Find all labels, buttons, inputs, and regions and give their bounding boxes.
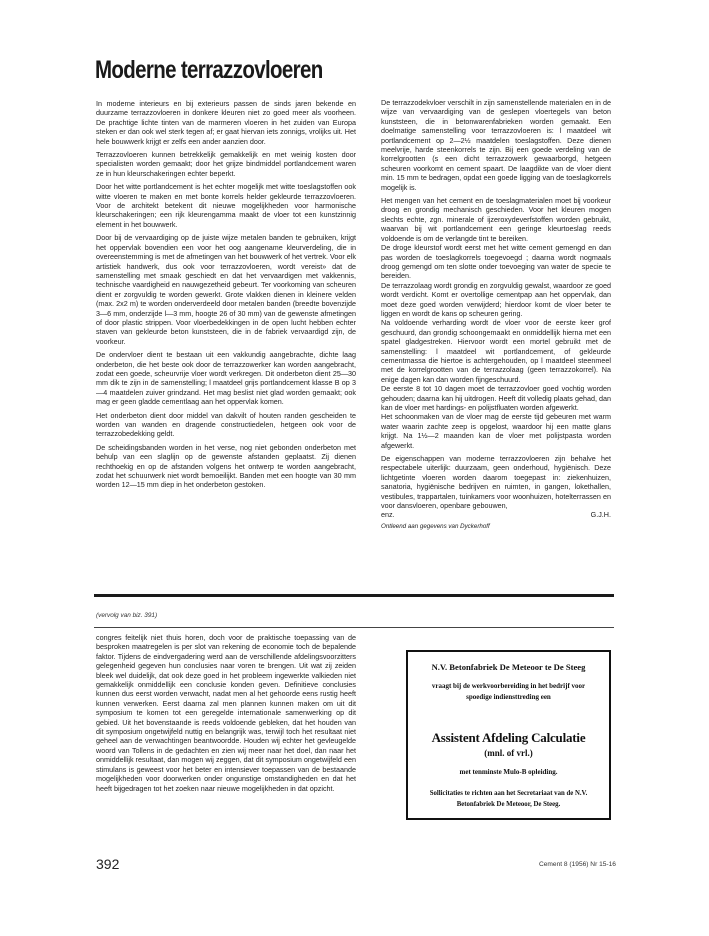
paragraph: Het onderbeton dient door middel van dakvilt of houten randen gescheiden te worden van wanden en dragende constructiedelen, hetgeen ook voor de terrazzobedekking geldt.	[96, 410, 356, 439]
ad-requirement: met tenminste Mulo-B opleiding.	[459, 768, 558, 776]
paragraph: In moderne interieurs en bij exterieurs passen de sinds jaren bekende en duurzame terrazzovloeren in donkere kleuren niet zo goed meer als voorheen. De prachtige lichte tinten van de marmeren vloeren in het zuiden van Europa steken er dan ook wel sterk tegen af; er gaat hiervan iets zonnigs, vrolijks uit. Het hele bouwwerk krijgt er zelfs een ander aanzien door.	[96, 99, 356, 146]
enz-text: enz.	[381, 510, 395, 520]
thin-divider	[94, 627, 614, 628]
article-title: Moderne terrazzovloeren	[95, 56, 323, 84]
left-column	[96, 99, 356, 569]
paragraph: Door bij de vervaardiging op de juiste wijze metalen banden te gebruiken, krijgt het oppervlak bovendien een voor het oog aangename kleurverdeling, die in overeenstemming is met de afmetingen van het bouwwerk of het vertrek. Voor elk artistiek handwerk, dus ook voor terrazzovloeren, wordt vereist» dat de samenstelling met smaak geschiedt en dat het vervaardigen met vakkennis, technische vaardigheid en nauwgezetheid gebeurt. Ter voorkoming van scheuren dient er zorgvuldig te worden gewerkt. Grote vlakken dienen in kleinere velden (max. 2x2 m) te worden onderverdeeld door metalen banden (breedte bovenzijde 3—6 mm, onderzijde l—3 mm, hoogte 26 of 30 mm) van de gewenste afmetingen of door plastic strippen. Voor vloerbedekkingen in de open lucht hebben echter staven van gekleurde beton kunststeen, die in de fabriek vervaardigd zijn, de voorkeur.	[96, 233, 356, 346]
author-initials: G.J.H.	[590, 510, 611, 520]
paragraph: Het schoonmaken van de vloer mag de eerste tijd gebeuren met warm water waarin zachte zeep is opgelost, waardoor hij een matte glans krijgt. Na 1½—2 maanden kan de vloer met polijstpasta worden afgewerkt.	[381, 412, 611, 450]
ad-job-title: Assistent Afdeling Calculatie	[431, 730, 586, 745]
paragraph: De terrazzolaag wordt grondig en zorgvuldig gewalst, waardoor ze goed wordt verdicht. Komt er overtollige cementpap aan het oppervlak, dan moet deze goed worden verwijderd; hierdoor komt de vloer beter te liggen en wordt de kans op scheuren gering.	[381, 280, 611, 318]
paragraph: De ondervloer dient te bestaan uit een vakkundig aangebrachte, dichte laag onderbeton, die het beste ook door de terrazzowerker kan worden aangebracht, zodat een goede, scheurvrije vloer wordt verkregen. Dit onderbeton dient 25—30 mm dik te zijn in de samenstelling; l maatdeel grijs portlandcement klasse B op 3—4 maatdelen zuiver grindzand. Het mag beslist niet glad worden gemaakt; ook mag er geen gladde cementlaag aan het oppervlak komen.	[96, 350, 356, 407]
right-column	[381, 98, 611, 568]
continuation-label: (vervolg van biz. 391)	[96, 612, 158, 619]
paragraph: congres feitelijk niet thuis horen, doch voor de praktische toepassing van de besproken maatregelen is per slot van rekening de economie toch de bepalende faktor. Tijdens de eindvergadering werd aan de verschillende afdelingsvoorzitters gelegenheid gegeven hun conclusies naar voren te brengen. Uit wat zij zeiden bleek wel duidelijk, dat ook deze goed in het probleem ingewerkte valkieden niet gemakkelijk onmiddellijk een conclusie konden geven. Definitieve conclusies kunnen dus eerst worden verwacht, nadat men al het gehoorde eens rustig heeft kunnen verwerken. Eerst daarna zal men plannen kunnen maken om uit dit symposium te komen tot een geregelde internationale samenwerking op dit gebied. Uit het bovenstaande is reeds voldoende gebleken, dat het houden van dit symposium ongetwijfeld nuttig en belangrijk was, terwijl toch het resultaat niet geheel aan de verwachtingen beantwoordde. Houden wij echter het gevleugelde woord van Tollens in de gedachten en zien wij meer naar het doel, dan naar het onmiddellijk resultaat, dan mogen wij zeggen, dat dit symposium ongetwijfeld een stimulans is geweest voor het beter en intensiever toepassen van de bestaande mogelijkheden voor doorwerken onder ongunstige omstandigheden en dat het heeft bijgedragen tot het zoeken naar nieuwe mogelijkheden in dat opzicht.	[96, 633, 356, 793]
signature-line	[381, 510, 611, 519]
ad-line: vraagt bij de werkvoorbereiding in het bedrijf voor	[431, 682, 586, 690]
ad-apply-line: Sollicitaties te richten aan het Secretariaat van de N.V.	[429, 790, 588, 797]
paragraph: De droge kleurstof wordt eerst met het witte cement gemengd en dan pas worden de toeslagkorrels toegevoegd ; daarna wordt nogmaals droog gemengd om ten slotte onder toevoeging van water de specie te bereiden.	[381, 243, 611, 281]
paragraph: De eigenschappen van moderne terrazzovloeren zijn behalve het respectabele uiterlijk: duurzaam, geen onderhoud, hygiënisch. Deze lichtgetinte vloeren worden daarom toegepast in: ziekenhuizen, sanatoria, hygiënische bedrijven en ruimten, in gangen, lokethallen, vestibules, trappartalen, tuinkamers voor woonhuizen, hotelterrassen en voor dansvloeren, openbare gebouwen,	[381, 454, 611, 511]
paragraph: De scheidingsbanden worden in het verse, nog niet gebonden onderbeton met behulp van een slaglijn op de gewenste afstanden geplaatst. Zij dienen rechthoekig en op de afstanden volgens het ontwerp te worden aangebracht, zodat het schuurwerk niet wordt bemoeilijkt. Banden met een hoogte van 30 mm worden 12—15 mm diep in het onderbeton gestoken.	[96, 442, 356, 490]
ad-apply-line: Betonfabriek De Meteoor, De Steeg.	[456, 801, 561, 808]
page-number: 392	[96, 856, 120, 872]
section-divider	[94, 594, 614, 597]
ad-gender: (mnl. of vrl.)	[484, 748, 533, 758]
paragraph: Het mengen van het cement en de toeslagmaterialen moet bij voorkeur droog en grondig mechanisch geschieden. Voor het kleuren mogen slechts echte, zgn. minerale of ijzeroxydeverfstoffen worden gebruikt, waarvan bij wit portlandcement een geringe kleurtoeslag reeds voldoende is om de verlangde tint te bereiken.	[381, 196, 611, 243]
job-advertisement	[406, 650, 611, 820]
paragraph: De eerste 8 tot 10 dagen moet de terrazzovloer goed vochtig worden gehouden; daarna kan hij uitdrogen. Heeft dit volledig plaats gehad, dan kan de vloer met hardings- en polijstfluaten worden afgewerkt.	[381, 384, 611, 412]
journal-reference: Cement 8 (1956) Nr 15-16	[539, 861, 616, 868]
paragraph: Terrazzovloeren kunnen betrekkelijk gemakkelijk en met weinig kosten door specialisten worden gemaakt; door het grijze bindmiddel portlandcement waren ze in hun kleurschakeringen echter beperkt.	[96, 150, 356, 178]
ad-line: spoedige indiensttreding een	[466, 693, 551, 701]
continued-text	[96, 633, 356, 833]
paragraph: De terrazzodekvloer verschilt in zijn samenstellende materialen en in de wijze van vervaardiging van de geslepen vloertegels van beton kunststeen, die in betonwarenfabrieken worden gemaakt. Een doelmatige samenstelling voor terrazzovloeren is: l maatdeel wit portlandcement op 2—2½ maatdelen toeslagstoffen. Deze dienen meelvrije, harde steenkorrels te zijn. Bij een goede verdeling van de korrelgrootten (s een dicht terrazzowerk gewaarborgd, hetgeen scheuren voorkomt en cement spaart. De laagdikte van de vloer dient min. 15 mm te bedragen, opdat een goede ligging van de toeslagkorrels mogelijk is.	[381, 98, 611, 192]
ad-company: N.V. Betonfabriek De Meteoor te De Steeg	[431, 662, 586, 672]
paragraph: Door het witte portlandcement is het echter mogelijk met witte toeslagstoffen ook witte vloeren te maken en met bonte korrels helder gekleurde terrazzovloeren. Voor de architekt betekent dit nieuwe mogelijkheden voor harmonische kleurschakeringen; een rijk kleurengamma maakt de vloer tot een kunstzinnig element in het bouwwerk.	[96, 182, 356, 229]
source-credit: Ontleend aan gegevens van Dyckerhoff	[381, 522, 490, 530]
paragraph: Na voldoende verharding wordt de vloer voor de eerste keer grof geschuurd, dan grondig schoongemaakt en onmiddellijk hierna met een spatel gladgestreken. Hiervoor wordt een mortel gebruikt met de samenstelling: l maatdeel wit portlandcement, of gekleurde cementmassa die hiertoe is achtergehouden, op l maatdeel steenmeel met de korrelgrootten van de terrazzolaag (geen terrazzokorrel). Na enige dagen kan dan worden fijngeschuurd.	[381, 318, 611, 384]
